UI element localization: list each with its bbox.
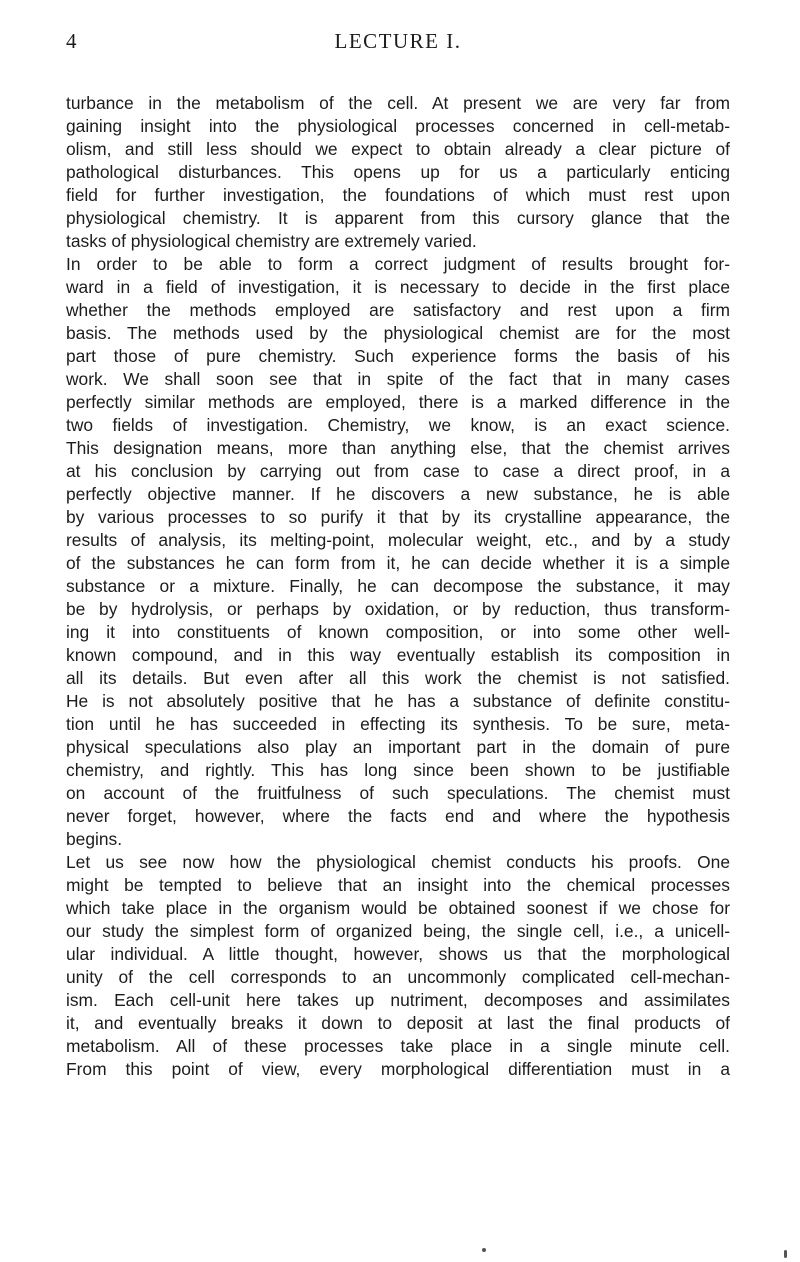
text-line: unity of the cell corresponds to an uncommonly complicated cell-mechan-: [66, 967, 730, 987]
text-line: substance or a mixture. Finally, he can decompose the substance, it may: [66, 576, 730, 596]
paragraph: [66, 851, 730, 1081]
text-line: by various processes to so purify it that by its crystalline appearance, the: [66, 507, 730, 527]
text-line: Let us see now how the physiological chemist conducts his proofs. One: [66, 852, 730, 872]
text-line: ing it into constituents of known composition, or into some other well-: [66, 622, 730, 642]
text-line: never forget, however, where the facts end and where the hypothesis: [66, 806, 730, 826]
text-line: From this point of view, every morphological differentiation must in a: [66, 1059, 730, 1079]
text-line: This designation means, more than anything else, that the chemist arrives: [66, 438, 730, 458]
text-line: basis. The methods used by the physiological chemist are for the most: [66, 323, 730, 343]
text-line: ism. Each cell-unit here takes up nutriment, decomposes and assimilates: [66, 990, 730, 1010]
page-number: 4: [66, 29, 78, 53]
paragraph: [66, 253, 730, 851]
text-line: turbance in the metabolism of the cell. At present we are very far from: [66, 93, 730, 113]
running-head: [66, 28, 730, 54]
text-line: perfectly objective manner. If he discovers a new substance, he is able: [66, 484, 730, 504]
text-line: ward in a field of investigation, it is necessary to decide in the first place: [66, 277, 730, 297]
text-line: of the substances he can form from it, he can decide whether it is a simple: [66, 553, 730, 573]
paragraph: [66, 92, 730, 253]
text-line: pathological disturbances. This opens up for us a particularly enticing: [66, 162, 730, 182]
text-line: He is not absolutely positive that he has a substance of definite constitu-: [66, 691, 730, 711]
text-line: gaining insight into the physiological processes concerned in cell-metab-: [66, 116, 730, 136]
body-text: [66, 92, 730, 1081]
text-line: it, and eventually breaks it down to deposit at last the final products of: [66, 1013, 730, 1033]
text-line: two fields of investigation. Chemistry, we know, is an exact science.: [66, 415, 730, 435]
print-speck: [482, 1248, 486, 1252]
text-line: chemistry, and rightly. This has long since been shown to be justifiable: [66, 760, 730, 780]
text-line: physiological chemistry. It is apparent from this cursory glance that the: [66, 208, 730, 228]
text-line: field for further investigation, the foundations of which must rest upon: [66, 185, 730, 205]
text-line: perfectly similar methods are employed, there is a marked difference in the: [66, 392, 730, 412]
text-line: all its details. But even after all this work the chemist is not satisfied.: [66, 668, 730, 688]
chapter-title: LECTURE I.: [334, 29, 462, 53]
text-line: which take place in the organism would be obtained soonest if we chose for: [66, 898, 730, 918]
text-line: our study the simplest form of organized being, the single cell, i.e., a unicell-: [66, 921, 730, 941]
text-line: tasks of physiological chemistry are extremely varied.: [66, 231, 477, 251]
text-line: In order to be able to form a correct judgment of results brought for-: [66, 254, 730, 274]
text-line: part those of pure chemistry. Such experience forms the basis of his: [66, 346, 730, 366]
text-line: physical speculations also play an important part in the domain of pure: [66, 737, 730, 757]
text-line: on account of the fruitfulness of such speculations. The chemist must: [66, 783, 730, 803]
text-line: olism, and still less should we expect to obtain already a clear picture of: [66, 139, 730, 159]
text-line: known compound, and in this way eventually establish its composition in: [66, 645, 730, 665]
text-line: might be tempted to believe that an insight into the chemical processes: [66, 875, 730, 895]
text-line: begins.: [66, 829, 123, 849]
text-line: work. We shall soon see that in spite of the fact that in many cases: [66, 369, 730, 389]
text-line: metabolism. All of these processes take place in a single minute cell.: [66, 1036, 730, 1056]
text-line: whether the methods employed are satisfactory and rest upon a firm: [66, 300, 730, 320]
text-line: results of analysis, its melting-point, molecular weight, etc., and by a study: [66, 530, 730, 550]
text-line: be by hydrolysis, or perhaps by oxidation, or by reduction, thus transform-: [66, 599, 730, 619]
text-line: tion until he has succeeded in effecting its synthesis. To be sure, meta-: [66, 714, 730, 734]
text-line: at his conclusion by carrying out from case to case a direct proof, in a: [66, 461, 730, 481]
text-line: ular individual. A little thought, however, shows us that the morphological: [66, 944, 730, 964]
print-speck: [784, 1250, 787, 1258]
